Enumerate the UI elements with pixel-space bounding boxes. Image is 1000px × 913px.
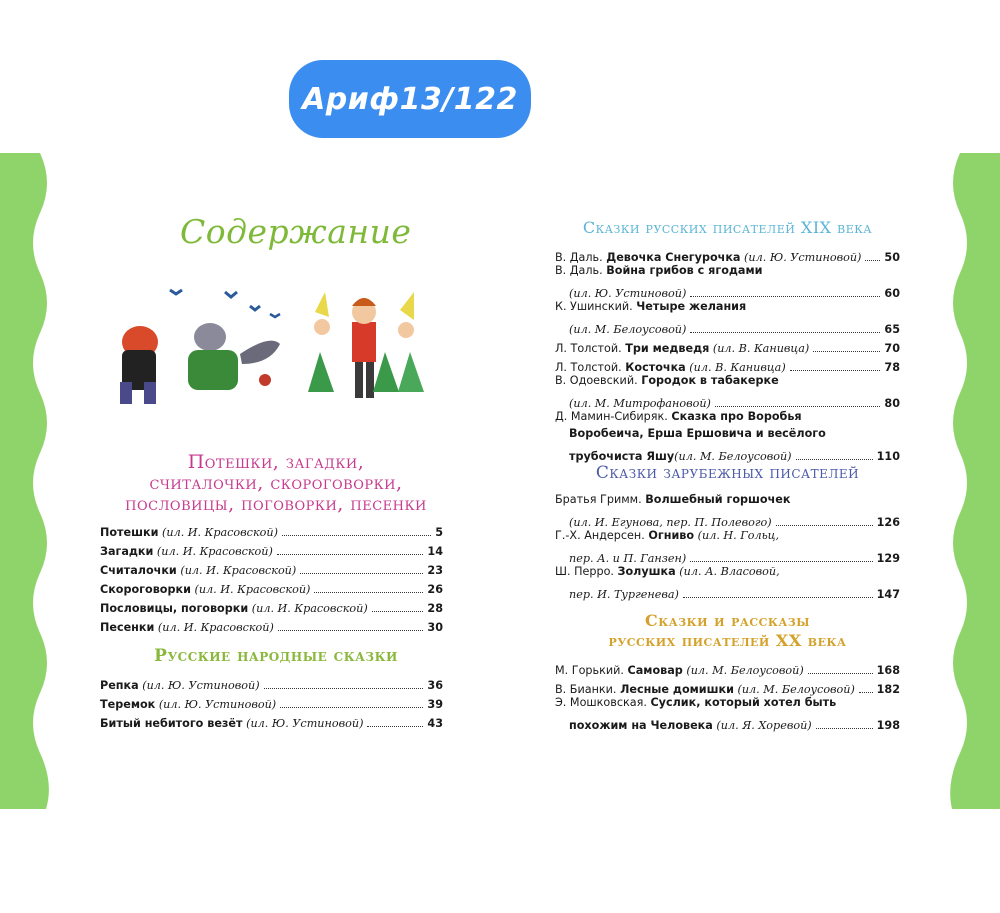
toc-entry: Д. Мамин-Сибиряк. Сказка про Воробья: [555, 410, 802, 423]
toc-entry: Битый небитого везёт (ил. Ю. Устиновой) 43: [100, 717, 443, 730]
toc-entry-cont: Воробеича, Ерша Ершовича и весёлого: [569, 427, 826, 440]
left-green-border: [0, 153, 50, 809]
toc-entry-cont: трубочиста Яшу(ил. М. Белоусовой) 110: [569, 450, 900, 463]
toc-entry: Э. Мошковская. Суслик, который хотел быть: [555, 696, 837, 709]
toc-entry: Потешки (ил. И. Красовской) 5: [100, 526, 443, 539]
toc-entry: Пословицы, поговорки (ил. И. Красовской) 28: [100, 602, 443, 615]
toc-entry-cont: пер. И. Тургенева) 147: [569, 588, 900, 601]
toc-entry-cont: (ил. М. Митрофановой) 80: [569, 397, 900, 410]
toc-entry-cont: (ил. И. Егунова, пер. П. Полевого) 126: [569, 516, 900, 529]
toc-entry: Репка (ил. Ю. Устиновой) 36: [100, 679, 443, 692]
page-badge: Ариф13/122: [289, 60, 531, 138]
illustration: [100, 282, 460, 412]
toc-list-20th-century: [555, 658, 900, 732]
toc-list-19th-century: [555, 245, 900, 463]
toc-entry-cont: (ил. Ю. Устиновой) 60: [569, 287, 900, 300]
section-heading-folk-tales: Русские народные сказки: [154, 646, 398, 666]
toc-entry: В. Бианки. Лесные домишки (ил. М. Белоусовой) 182: [555, 683, 900, 696]
right-green-border: [946, 153, 1000, 809]
toc-entry: Братья Гримм. Волшебный горшочек: [555, 493, 791, 506]
toc-entry-cont: похожим на Человека (ил. Я. Хоревой) 198: [569, 719, 900, 732]
toc-entry: М. Горький. Самовар (ил. М. Белоусовой) 168: [555, 664, 900, 677]
toc-entry: Скороговорки (ил. И. Красовской) 26: [100, 583, 443, 596]
section-heading-19th-century: Сказки русских писателей XIX века: [582, 218, 873, 237]
toc-entry: Считалочки (ил. И. Красовской) 23: [100, 564, 443, 577]
section-heading-folklore: Потешки, загадки, считалочки, скороговорки, пословицы, поговорки, песенки: [125, 451, 427, 515]
toc-entry: В. Даль. Война грибов с ягодами: [555, 264, 763, 277]
toc-list-foreign: [555, 493, 900, 601]
toc-entry: В. Одоевский. Городок в табакерке: [555, 374, 779, 387]
toc-list-folklore: [100, 520, 443, 634]
toc-entry: Загадки (ил. И. Красовской) 14: [100, 545, 443, 558]
section-heading-foreign: Сказки зарубежных писателей: [595, 463, 860, 483]
toc-entry: В. Даль. Девочка Снегурочка (ил. Ю. Устиновой) 50: [555, 251, 900, 264]
toc-entry: Теремок (ил. Ю. Устиновой) 39: [100, 698, 443, 711]
toc-entry-cont: (ил. М. Белоусовой) 65: [569, 323, 900, 336]
contents-title: Содержание: [180, 212, 412, 251]
toc-entry: Л. Толстой. Три медведя (ил. В. Канивца) 70: [555, 342, 900, 355]
toc-entry: К. Ушинский. Четыре желания: [555, 300, 747, 313]
toc-list-folk-tales: [100, 673, 443, 730]
toc-entry: Песенки (ил. И. Красовской) 30: [100, 621, 443, 634]
toc-entry: Л. Толстой. Косточка (ил. В. Канивца) 78: [555, 361, 900, 374]
toc-entry-cont: пер. А. и П. Ганзен) 129: [569, 552, 900, 565]
section-heading-20th-century: Сказки и рассказы русских писателей XX века: [608, 611, 847, 650]
toc-entry: Ш. Перро. Золушка (ил. А. Власовой,: [555, 565, 780, 578]
toc-entry: Г.-Х. Андерсен. Огниво (ил. Н. Гольц,: [555, 529, 780, 542]
